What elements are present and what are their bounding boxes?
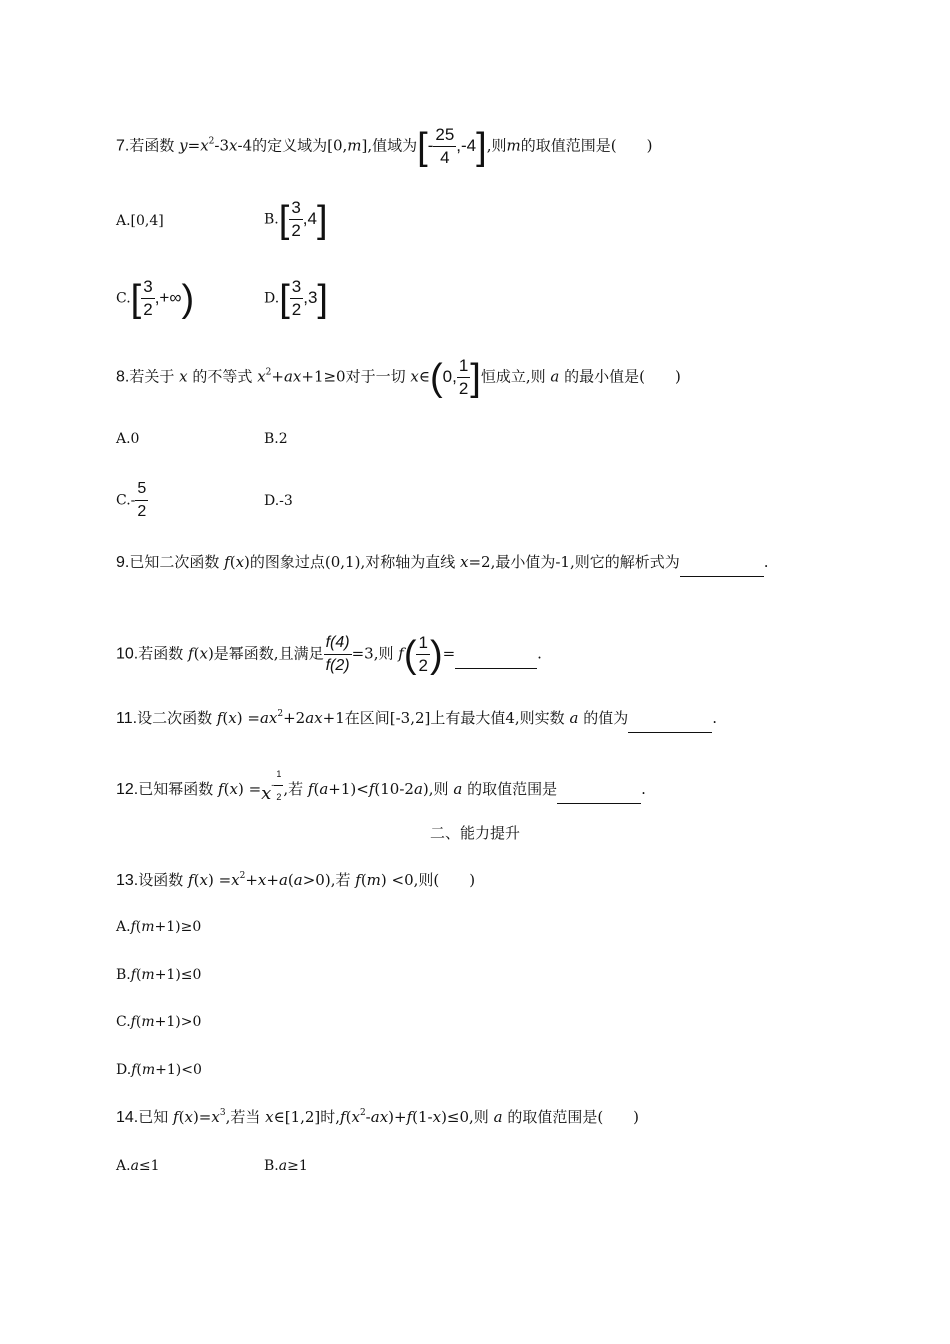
q8-option-c: C.- $\frac{5}{2}$	[116, 478, 148, 523]
exponent-fraction: $\frac{1}{2}$	[274, 763, 283, 808]
q7-option-d: D.[ $\frac{3}{2}$ ,3]	[264, 277, 328, 320]
fraction: $\frac{3}{2}$	[291, 277, 302, 319]
q8-option-d: D.-3	[264, 493, 293, 509]
question-number: 9.	[116, 554, 130, 571]
question-8: 8.若关于 x 的不等式 $x^2+ax+1\ge 0$对于一切 x∈(0, $\frac{1}{2}$ ]恒成立,则 a 的最小值是( )	[116, 356, 681, 399]
fraction: $\frac{1}{2}$	[458, 356, 469, 398]
fraction: $\frac{1}{2}$	[418, 633, 428, 675]
q13-option-a: A.f(m+1)≥0	[116, 919, 202, 935]
fraction: $\frac{f(4)}{f(2)}$	[325, 634, 350, 674]
answer-blank[interactable]	[557, 781, 641, 804]
question-number: 14.	[116, 1109, 139, 1126]
section-heading: 二、能力提升	[429, 824, 520, 842]
question-number: 7.	[116, 137, 130, 155]
q14-option-b: B.a≥1	[264, 1158, 308, 1174]
q7-option-b: B.[ $\frac{3}{2}$ ,4]	[264, 198, 328, 241]
range-interval: [- $\frac{25}{4}$ ,-4]	[417, 125, 487, 168]
question-12: 12.已知幂函数 $f(x) =x^{- \frac{1}{2}}$ ,若 f(a+1)<f(10-2a),则 a 的取值范围是 .	[116, 763, 646, 808]
q13-option-b: B.f(m+1)≤0	[116, 967, 202, 983]
q8-option-b: B.2	[264, 431, 288, 447]
answer-blank[interactable]	[628, 710, 712, 733]
q7-option-c: C.[ $\frac{3}{2}$ ,+∞)	[116, 277, 195, 320]
q7-option-a: A.[0,4]	[116, 213, 164, 229]
q14-option-a: A.a≤1	[116, 1158, 160, 1174]
q13-option-d: D.f(m+1)<0	[116, 1062, 202, 1078]
question-number: 13.	[116, 872, 139, 889]
question-number: 12.	[116, 781, 139, 798]
q13-option-c: C.f(m+1)>0	[116, 1014, 202, 1030]
fraction: $\frac{5}{2}$	[137, 480, 147, 520]
question-11: 11.设二次函数 $f(x) =ax^2+2ax+1$在区间[-3,2]上有最大值4,则实数 a 的值为 .	[116, 707, 717, 733]
question-9: 9.已知二次函数 f(x)的图象过点(0,1),对称轴为直线 x=2,最小值为-1,则它的解析式为 .	[116, 551, 769, 577]
question-10: 10.若函数 f(x)是幂函数,且满足 $\frac{f(4)}{f(2)}$ =3,则 f( $\frac{1}{2}$ )= .	[116, 633, 542, 676]
answer-blank[interactable]	[680, 554, 764, 577]
question-14: 14.已知 $f(x)=x^3$,若当 x∈[1,2]时$,f(x^2-ax)+f(1-x)\le 0$,则 a 的取值范围是( )	[116, 1108, 640, 1126]
question-7: 7.若函数 $y=x^2-3x-4$的定义域为[0,m],值域为[- $\frac{25}{4}$ ,-4],则m的取值范围是( )	[116, 125, 653, 168]
question-number: 11.	[116, 710, 138, 727]
question-13: 13.设函数 $f(x) =x^2+x+a(a>0)$,若 f(m) <0,则( )	[116, 871, 476, 889]
question-number: 10.	[116, 645, 139, 663]
question-number: 8.	[116, 368, 130, 386]
answer-blank[interactable]	[455, 646, 537, 669]
fraction: $\frac{25}{4}$	[435, 125, 455, 167]
fraction: $\frac{3}{2}$	[291, 198, 301, 240]
interval: (0, $\frac{1}{2}$ ]	[429, 356, 481, 399]
q8-option-a: A.0	[116, 431, 140, 447]
fraction: $\frac{3}{2}$	[143, 277, 153, 319]
